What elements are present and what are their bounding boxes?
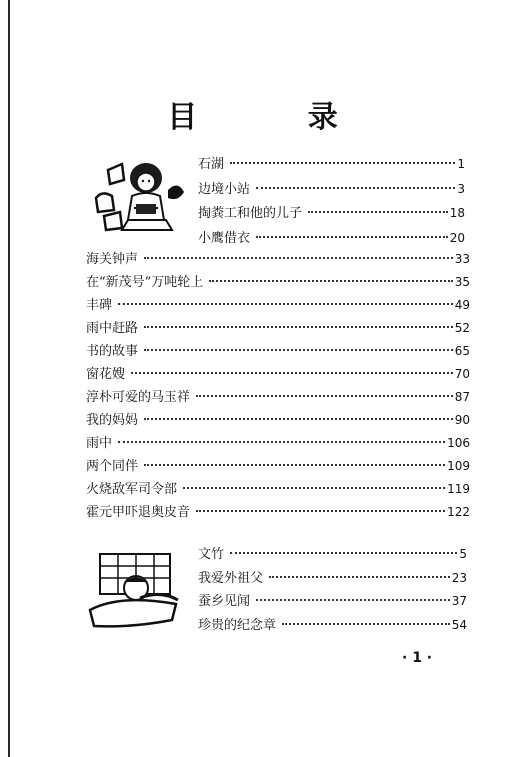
- toc-entry-title: 我爱外祖父: [198, 570, 264, 586]
- toc-dot-leader: [196, 510, 445, 512]
- toc-entry[interactable]: [86, 433, 470, 453]
- toc-entry[interactable]: [86, 341, 470, 361]
- toc-dot-leader: [209, 280, 452, 282]
- toc-entry-page: 122: [447, 505, 470, 519]
- toc-entry-page: 109: [447, 459, 470, 473]
- toc-dot-leader: [196, 395, 453, 397]
- toc-entry-title: 窗花嫂: [86, 367, 126, 382]
- toc-entry-page: 49: [454, 298, 470, 312]
- toc-entry-title: 小鹰借衣: [198, 230, 251, 246]
- toc-entry[interactable]: [86, 272, 470, 292]
- toc-dot-leader: [118, 303, 453, 305]
- toc-entry[interactable]: [86, 318, 470, 338]
- toc-dot-leader: [256, 236, 448, 238]
- toc-entry[interactable]: [198, 228, 465, 248]
- toc-dot-leader: [230, 162, 455, 164]
- toc-entry-page: 70: [454, 367, 470, 381]
- toc-entry-title: 边境小站: [198, 181, 251, 197]
- toc-dot-leader: [144, 349, 453, 351]
- toc-entry[interactable]: [86, 502, 470, 522]
- toc-entry-title: 淳朴可爱的马玉祥: [86, 390, 191, 405]
- toc-entry-page: 20: [449, 230, 465, 245]
- toc-entry-page: 106: [447, 436, 470, 450]
- toc-entry-title: 丰碑: [86, 298, 113, 313]
- toc-entry-page: 90: [454, 413, 470, 427]
- toc-entry[interactable]: [86, 387, 470, 407]
- toc-entry-page: 119: [447, 482, 470, 496]
- toc-entry-title: 霍元甲吓退奥皮音: [86, 505, 191, 520]
- toc-entry[interactable]: [198, 591, 467, 611]
- childrens-composition-logo: [80, 548, 188, 632]
- toc-entry-page: 3: [457, 181, 465, 196]
- toc-dot-leader: [131, 372, 453, 374]
- toc-entry-page: 37: [451, 594, 467, 608]
- toc-dot-leader: [144, 326, 453, 328]
- toc-dot-leader: [282, 623, 450, 625]
- reading-selections-logo: [88, 150, 190, 236]
- toc-entry[interactable]: [86, 295, 470, 315]
- toc-entry[interactable]: [198, 203, 465, 223]
- toc-dot-leader: [183, 487, 445, 489]
- child-reading-illustration-icon: [88, 150, 190, 236]
- toc-entry-title: 雨中赶路: [86, 321, 139, 336]
- toc-entry[interactable]: [86, 364, 470, 384]
- toc-entry-title: 珍贵的纪念章: [198, 617, 277, 633]
- toc-entry[interactable]: [198, 544, 467, 564]
- toc-entry-page: 18: [449, 206, 465, 220]
- toc-entry-page: 1: [457, 157, 465, 171]
- toc-entry-page: 54: [451, 617, 467, 632]
- toc-dot-leader: [144, 257, 453, 259]
- toc-entry[interactable]: [86, 456, 470, 476]
- page-title: 目 录: [167, 100, 388, 135]
- toc-entry-title: 书的故事: [86, 344, 139, 359]
- toc-dot-leader: [230, 552, 457, 554]
- toc-entry-page: 87: [454, 390, 470, 404]
- toc-entry-page: 5: [459, 547, 467, 561]
- toc-dot-leader: [256, 187, 455, 189]
- toc-dot-leader: [256, 599, 450, 601]
- toc-entry-title: 在“新茂号”万吨轮上: [86, 275, 204, 290]
- toc-entry-title: 石湖: [198, 157, 225, 172]
- toc-entry-page: 23: [451, 570, 467, 585]
- toc-entry[interactable]: [86, 479, 470, 499]
- toc-entry-title: 两个同伴: [86, 459, 139, 474]
- toc-entry-page: 33: [454, 252, 470, 266]
- toc-entry[interactable]: [198, 154, 465, 174]
- toc-entry-page: 35: [454, 275, 470, 289]
- toc-entry[interactable]: [86, 410, 470, 430]
- toc-dot-leader: [118, 441, 445, 443]
- toc-entry-page: 65: [454, 344, 470, 358]
- toc-entry-title: 文竹: [198, 547, 225, 562]
- page-number: · 1 ·: [402, 650, 433, 666]
- toc-entry-page: 52: [454, 321, 470, 335]
- toc-entry-title: 火烧敌军司令部: [86, 482, 178, 497]
- toc-entry[interactable]: [86, 249, 470, 269]
- toc-entry-title: 蚕乡见闻: [198, 594, 251, 609]
- toc-entry-title: 掏粪工和他的儿子: [198, 206, 303, 221]
- toc-entry[interactable]: [198, 179, 465, 199]
- toc-dot-leader: [308, 211, 448, 213]
- toc-entry-title: 我的妈妈: [86, 413, 139, 428]
- children-composition-illustration-icon: [80, 548, 188, 632]
- toc-entry-title: 雨中: [86, 436, 113, 451]
- toc-entry-title: 海关钟声: [86, 252, 139, 267]
- toc-entry[interactable]: [198, 568, 467, 588]
- toc-dot-leader: [144, 418, 453, 420]
- toc-dot-leader: [269, 576, 450, 578]
- toc-dot-leader: [144, 464, 445, 466]
- toc-entry[interactable]: [198, 615, 467, 635]
